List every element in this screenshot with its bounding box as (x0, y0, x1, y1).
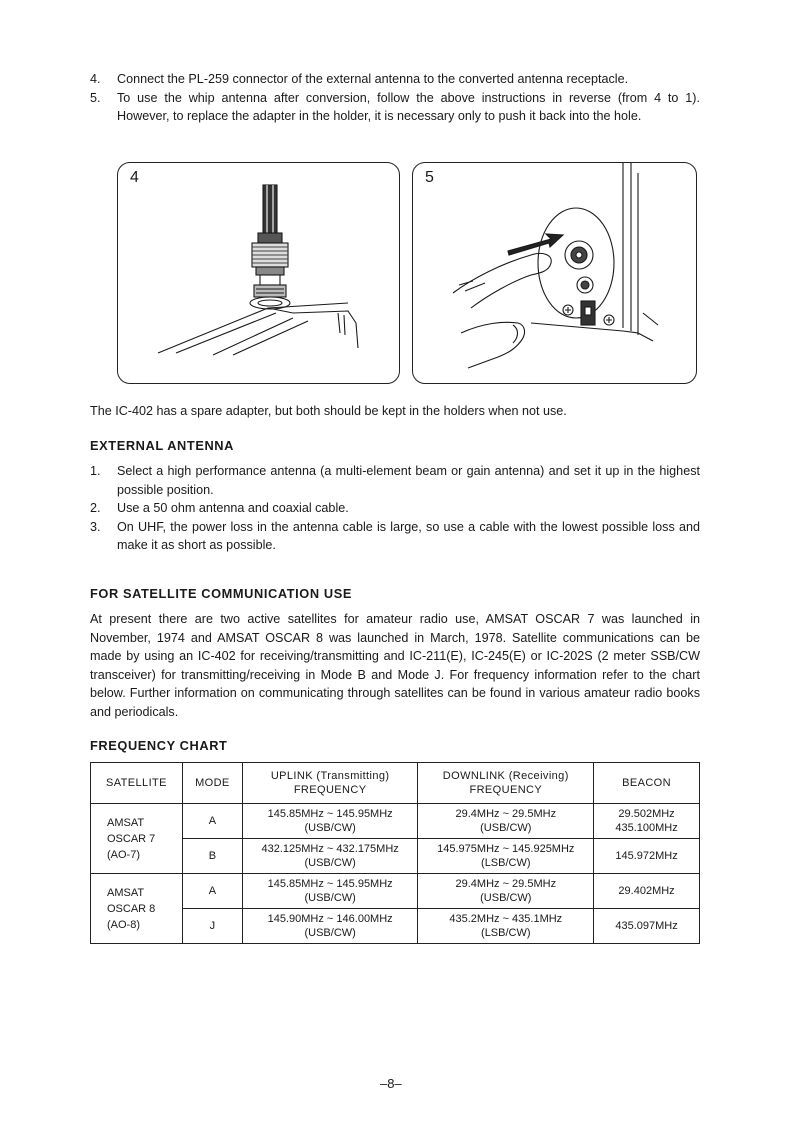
spare-adapter-note: The IC-402 has a spare adapter, but both should be kept in the holders when not use. (90, 404, 567, 418)
uplink-frequency: 432.125MHz ~ 432.175MHz (261, 843, 399, 855)
table-header-row (91, 763, 700, 804)
satellite-cell (91, 874, 183, 944)
instruction-item (90, 70, 700, 89)
uplink-cell (242, 909, 418, 944)
instruction-item (90, 462, 700, 499)
item-text: Use a 50 ohm antenna and coaxial cable. (117, 501, 349, 515)
beacon-frequency: 435.100MHz (615, 822, 678, 834)
item-text: Select a high performance antenna (a multi-element beam or gain antenna) and set it up in the highest possible position. (117, 464, 700, 497)
header-uplink-sub: FREQUENCY (293, 784, 367, 796)
satellite-heading: FOR SATELLITE COMMUNICATION USE (90, 586, 352, 601)
figure-number: 5 (425, 169, 434, 186)
uplink-frequency: 145.85MHz ~ 145.95MHz (267, 878, 393, 890)
downlink-cell (418, 909, 594, 944)
connector-illustration (118, 163, 399, 383)
downlink-cell (418, 839, 594, 874)
frequency-chart-heading: FREQUENCY CHART (90, 738, 228, 753)
item-number: 4. (90, 72, 101, 86)
downlink-frequency: 435.2MHz ~ 435.1MHz (449, 913, 563, 925)
downlink-mode: (USB/CW) (480, 822, 532, 834)
downlink-frequency: 145.975MHz ~ 145.925MHz (437, 843, 575, 855)
beacon-cell: 435.097MHz (594, 909, 700, 944)
table-row (91, 909, 700, 944)
figure-number: 4 (130, 169, 139, 186)
instruction-item (90, 499, 700, 518)
satellite-line: (AO-8) (107, 918, 140, 931)
figure-5 (412, 162, 697, 384)
external-antenna-list (90, 462, 700, 555)
uplink-frequency: 145.90MHz ~ 146.00MHz (267, 913, 393, 925)
uplink-frequency: 145.85MHz ~ 145.95MHz (267, 808, 393, 820)
mode-cell: B (182, 839, 242, 874)
mode-cell: J (182, 909, 242, 944)
uplink-cell (242, 874, 418, 909)
header-downlink-sub: FREQUENCY (469, 784, 543, 796)
satellite-line: (AO-7) (107, 848, 140, 861)
downlink-mode: (LSB/CW) (481, 927, 531, 939)
header-downlink-title: DOWNLINK (Receiving) (442, 770, 569, 782)
uplink-mode: (USB/CW) (304, 927, 356, 939)
satellite-cell (91, 804, 183, 874)
satellite-line: OSCAR 7 (107, 832, 156, 845)
downlink-cell (418, 804, 594, 839)
figure-4 (117, 162, 400, 384)
instruction-item (90, 518, 700, 555)
table-row (91, 804, 700, 839)
frequency-table (90, 762, 700, 944)
mode-cell: A (182, 874, 242, 909)
uplink-cell (242, 804, 418, 839)
beacon-cell: 29.402MHz (594, 874, 700, 909)
satellite-line: AMSAT (107, 816, 145, 829)
table-row (91, 874, 700, 909)
table-row (91, 839, 700, 874)
header-uplink-title: UPLINK (Transmitting) (270, 770, 390, 782)
downlink-mode: (LSB/CW) (481, 857, 531, 869)
receptacle-illustration (413, 163, 696, 383)
header-downlink (418, 763, 594, 804)
uplink-mode: (USB/CW) (304, 892, 356, 904)
uplink-mode: (USB/CW) (304, 822, 356, 834)
beacon-frequency: 29.502MHz (618, 808, 675, 820)
header-uplink (242, 763, 418, 804)
header-mode: MODE (182, 763, 242, 804)
satellite-paragraph: At present there are two active satellites for amateur radio use, AMSAT OSCAR 7 was launched in November, 1974 and AMSAT OSCAR 8 was launched in March, 1978. Satellite communications can be made by using an IC-402 for receiving/transmitting and IC-211(E), IC-245(E) or IC-202S (2 meter SSB/CW transceiver) for transmitting/receiving in Mode B and Mode J. For frequency information refer to the chart below. Further information on communicating through satellites can be found in various amateur radio books and periodicals. (90, 612, 700, 719)
downlink-mode: (USB/CW) (480, 892, 532, 904)
downlink-frequency: 29.4MHz ~ 29.5MHz (455, 808, 557, 820)
satellite-line: OSCAR 8 (107, 902, 156, 915)
instruction-list (90, 70, 700, 126)
item-number: 5. (90, 90, 101, 105)
uplink-cell (242, 839, 418, 874)
header-satellite: SATELLITE (91, 763, 183, 804)
item-text: Connect the PL-259 connector of the external antenna to the converted antenna receptacle. (117, 72, 629, 86)
external-antenna-heading: EXTERNAL ANTENNA (90, 438, 234, 453)
downlink-cell (418, 874, 594, 909)
satellite-line: AMSAT (107, 886, 145, 899)
header-beacon: BEACON (594, 763, 700, 804)
item-number: 3. (90, 519, 101, 534)
downlink-frequency: 29.4MHz ~ 29.5MHz (455, 878, 557, 890)
beacon-cell: 145.972MHz (594, 839, 700, 874)
item-number: 2. (90, 501, 101, 515)
item-number: 1. (90, 464, 101, 478)
item-text: On UHF, the power loss in the antenna cable is large, so use a cable with the lowest possible loss and make it as short as possible. (117, 519, 700, 552)
uplink-mode: (USB/CW) (304, 857, 356, 869)
page-number: –8– (380, 1076, 402, 1091)
item-text: To use the whip antenna after conversion, follow the above instructions in reverse (from 4 to 1). However, to replace the adapter in the holder, it is necessary only to push it back into the hole. (117, 90, 700, 123)
mode-cell: A (182, 804, 242, 839)
instruction-item (90, 89, 700, 126)
beacon-cell (594, 804, 700, 839)
